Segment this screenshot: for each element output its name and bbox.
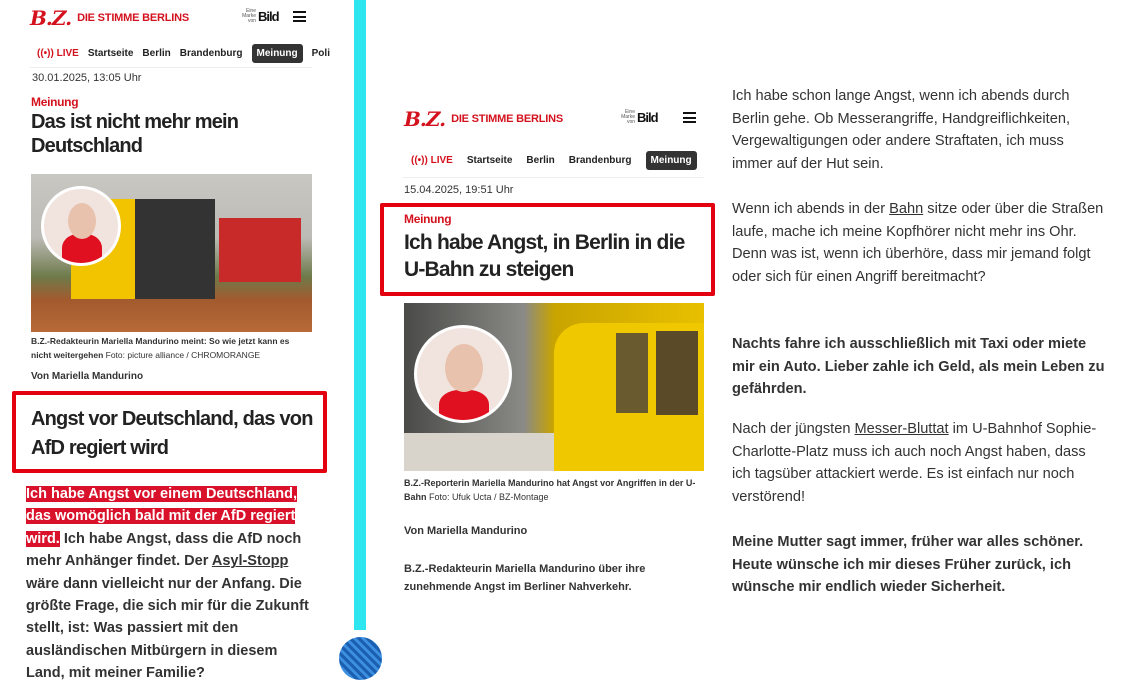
- logo-claim: DIE STIMME BERLINS: [77, 12, 189, 24]
- paragraph-3: Nachts fahre ich ausschließlich mit Taxi oder miete mir ein Auto. Lieber zahle ich Geld, als mein Leben zu gefährden.: [732, 336, 1105, 398]
- logo-claim: DIE STIMME BERLINS: [451, 113, 563, 125]
- paragraph-4: [732, 418, 1107, 508]
- nav-bar: [37, 43, 347, 63]
- nav-brandenburg[interactable]: Brandenburg: [179, 47, 243, 59]
- menu-icon[interactable]: [293, 11, 306, 22]
- paragraph-1: Ich habe schon lange Angst, wenn ich abends durch Berlin gehe. Ob Messerangriffe, Handgreiflichkeiten, Vergewaltigungen oder andere Straftaten, ich muss immer auf der Hut sein.: [732, 88, 1071, 172]
- divider: [402, 177, 704, 178]
- bild-small-text: Eine Marke von: [621, 109, 635, 125]
- nav-startseite[interactable]: Startseite: [87, 47, 134, 59]
- author-avatar: [41, 186, 121, 266]
- bild-brand-mark: [240, 9, 279, 24]
- bild-logo-text: Bild: [258, 9, 279, 24]
- photo-credit: Foto: picture alliance / CHROMORANGE: [105, 350, 261, 360]
- article-kicker[interactable]: Meinung: [31, 95, 79, 109]
- author-avatar-2: [414, 325, 512, 423]
- nav-meinung[interactable]: Meinung: [252, 44, 303, 63]
- nav-berlin[interactable]: Berlin: [142, 47, 171, 59]
- cyan-divider: [354, 0, 366, 630]
- caption-text: B.Z.-Redakteurin Mariella Mandurino meint: So wie jetzt kann es nicht weitergehen: [31, 336, 290, 360]
- nav-politik[interactable]: Poli: [311, 47, 330, 59]
- bz-wordmark: B.Z.: [404, 107, 446, 131]
- text: im U-Bahnhof Sophie-Charlotte-Platz muss ich auch noch Angst haben, dass ich tagsüber attackiert werde. Es ist einfach nur noch verstörend!: [732, 421, 1097, 505]
- article-headline: Das ist nicht mehr mein Deutschland: [31, 111, 239, 157]
- nav-meinung[interactable]: Meinung: [646, 151, 697, 170]
- body-text: Ich habe Angst, dass die AfD noch mehr Anhänger findet. Der: [26, 530, 302, 570]
- text: Nach der jüngsten: [732, 421, 855, 437]
- bz-wordmark: B.Z.: [30, 6, 72, 30]
- nav-brandenburg[interactable]: Brandenburg: [568, 154, 632, 166]
- byline-2: Von Mariella Mandurino: [404, 525, 528, 537]
- caption-text: B.Z.-Reporterin Mariella Mandurino hat Angst vor Angriffen in der U-Bahn: [404, 478, 696, 502]
- article-date-2: 15.04.2025, 19:51 Uhr: [404, 184, 514, 196]
- nav-live[interactable]: ((•)) LIVE: [37, 47, 79, 59]
- paragraph-2: [732, 198, 1107, 288]
- photo-caption-2: [404, 476, 706, 504]
- text: Wenn ich abends in der: [732, 201, 890, 217]
- bild-brand-mark-2: [619, 110, 658, 125]
- bild-logo-text: Bild: [637, 110, 658, 125]
- nav-bar-2: [411, 149, 704, 171]
- highlighted-text: Ich habe Angst vor einem Deutschland, das womöglich bald mit der AfD regiert wird.: [26, 486, 297, 547]
- nav-berlin[interactable]: Berlin: [526, 154, 555, 166]
- byline: Von Mariella Mandurino: [31, 371, 144, 382]
- photo-credit: Foto: Ufuk Ucta / BZ-Montage: [429, 492, 549, 502]
- article-photo-2[interactable]: [404, 303, 704, 471]
- paragraph-5: Meine Mutter sagt immer, früher war alles schöner. Heute wünsche ich mir dieses Früher zurück, ich wünsche mir endlich wieder Sicherheit.: [732, 534, 1084, 596]
- menu-icon-2[interactable]: [683, 112, 696, 123]
- photo-caption: [31, 334, 311, 362]
- blue-badge-icon: [339, 637, 382, 680]
- bahn-link[interactable]: Bahn: [889, 201, 924, 217]
- bild-small-text: Eine Marke von: [242, 8, 256, 24]
- text: sitze oder über die Straßen laufe, mache ich meine Kopfhörer nicht mehr ins Ohr. Denn was ist, wenn ich überhöre, dass mir jemand folgt oder sich für einen Angriff bereitmacht?: [732, 201, 1104, 285]
- messer-bluttat-link[interactable]: Messer-Bluttat: [854, 421, 949, 437]
- body-text-2: wäre dann vielleicht nur der Anfang. Die größte Frage, die sich mir für die Zukunft stellt, ist: Was passiert mit den ausländischen Mitbürgern in diesem Land, mit meiner Familie?: [26, 575, 309, 682]
- bz-logo[interactable]: [30, 6, 189, 30]
- article-lead: B.Z.-Redakteurin Mariella Mandurino über ihre zunehmende Angst im Berliner Nahverkehr.: [404, 563, 646, 593]
- article-date: 30.01.2025, 13:05 Uhr: [32, 72, 142, 84]
- asyl-stopp-link[interactable]: Asyl-Stopp: [211, 553, 289, 570]
- divider: [30, 67, 312, 68]
- article-body: [26, 483, 318, 685]
- article-kicker-2[interactable]: Meinung: [404, 212, 452, 226]
- nav-startseite[interactable]: Startseite: [466, 154, 513, 166]
- article-photo[interactable]: [31, 174, 312, 332]
- article-headline-2: Ich habe Angst, in Berlin in die U-Bahn zu steigen: [404, 231, 685, 281]
- left-article-panel: [0, 0, 352, 691]
- bz-logo-2[interactable]: [404, 107, 563, 131]
- nav-live[interactable]: ((•)) LIVE: [411, 154, 453, 166]
- subheadline: Angst vor Deutschland, das von AfD regiert wird: [31, 408, 313, 459]
